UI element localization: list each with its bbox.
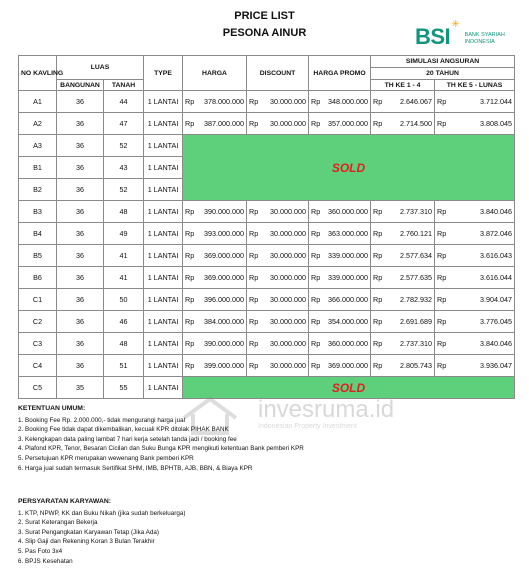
cell-harga-promo — [309, 223, 371, 245]
cell-harga — [183, 223, 247, 245]
cell-th1-value: 2.714.500 — [400, 119, 433, 128]
list-item: 5. Pas Foto 3x4 — [18, 547, 63, 555]
cell-no-kavling: C2 — [19, 311, 57, 333]
cell-th1-value: 2.737.310 — [400, 339, 433, 348]
cell-th1 — [371, 333, 435, 355]
currency-label: Rp — [249, 97, 259, 106]
cell-discount — [247, 245, 309, 267]
currency-label: Rp — [185, 251, 195, 260]
currency-label: Rp — [249, 251, 259, 260]
cell-th2 — [435, 355, 515, 377]
cell-tanah: 51 — [104, 355, 144, 377]
cell-discount-value: 30.000.000 — [270, 251, 307, 260]
cell-harga-value: 390.000.000 — [204, 339, 245, 348]
cell-discount-value: 30.000.000 — [270, 317, 307, 326]
cell-harga — [183, 311, 247, 333]
cell-no-kavling: C3 — [19, 333, 57, 355]
logo-text: BSI — [415, 24, 451, 49]
cell-th2-value: 3.616.043 — [480, 251, 513, 260]
currency-label: Rp — [311, 97, 321, 106]
ketentuan-heading: KETENTUAN UMUM: — [18, 405, 86, 412]
col-discount: DISCOUNT — [247, 56, 309, 91]
col-simulasi: SIMULASI ANGSURAN — [371, 56, 515, 68]
cell-type: 1 LANTAI — [144, 245, 183, 267]
cell-harga-promo-value: 363.000.000 — [328, 229, 369, 238]
cell-harga-promo — [309, 355, 371, 377]
currency-label: Rp — [373, 317, 383, 326]
cell-discount — [247, 355, 309, 377]
cell-type: 1 LANTAI — [144, 355, 183, 377]
cell-type: 1 LANTAI — [144, 289, 183, 311]
currency-label: Rp — [249, 361, 259, 370]
cell-harga-promo-value: 360.000.000 — [328, 339, 369, 348]
currency-label: Rp — [185, 229, 195, 238]
cell-no-kavling: C5 — [19, 377, 57, 399]
col-tanah: TANAH — [104, 80, 144, 91]
cell-bangunan: 36 — [57, 223, 104, 245]
cell-no-kavling: B5 — [19, 245, 57, 267]
cell-th2-value: 3.872.046 — [480, 229, 513, 238]
cell-th1-value: 2.691.689 — [400, 317, 433, 326]
cell-th1-value: 2.646.067 — [400, 97, 433, 106]
table-row — [19, 267, 515, 289]
currency-label: Rp — [437, 119, 447, 128]
cell-th2 — [435, 311, 515, 333]
cell-discount-value: 30.000.000 — [270, 361, 307, 370]
cell-discount — [247, 333, 309, 355]
cell-th1 — [371, 223, 435, 245]
currency-label: Rp — [437, 361, 447, 370]
currency-label: Rp — [437, 251, 447, 260]
cell-type: 1 LANTAI — [144, 201, 183, 223]
logo-subtitle: BANK SYARIAH INDONESIA — [464, 32, 505, 45]
col-tahun: 20 TAHUN — [371, 68, 515, 80]
cell-tanah: 48 — [104, 333, 144, 355]
currency-label: Rp — [437, 97, 447, 106]
cell-type: 1 LANTAI — [144, 91, 183, 113]
table-row — [19, 113, 515, 135]
cell-bangunan: 36 — [57, 355, 104, 377]
cell-bangunan: 36 — [57, 135, 104, 157]
cell-no-kavling: A2 — [19, 113, 57, 135]
cell-harga — [183, 267, 247, 289]
cell-no-kavling: A3 — [19, 135, 57, 157]
currency-label: Rp — [437, 273, 447, 282]
cell-th2-value: 3.936.047 — [480, 361, 513, 370]
cell-th1-value: 2.760.121 — [400, 229, 433, 238]
table-row — [19, 333, 515, 355]
cell-type: 1 LANTAI — [144, 377, 183, 399]
cell-harga — [183, 201, 247, 223]
cell-th2-value: 3.776.045 — [480, 317, 513, 326]
currency-label: Rp — [437, 317, 447, 326]
cell-tanah: 44 — [104, 91, 144, 113]
cell-discount — [247, 201, 309, 223]
col-bangunan: BANGUNAN — [57, 80, 104, 91]
cell-type: 1 LANTAI — [144, 311, 183, 333]
cell-harga-promo-value: 339.000.000 — [328, 251, 369, 260]
cell-discount-value: 30.000.000 — [270, 97, 307, 106]
cell-th1 — [371, 311, 435, 333]
cell-harga-promo — [309, 245, 371, 267]
currency-label: Rp — [311, 317, 321, 326]
table-row — [19, 223, 515, 245]
cell-bangunan: 36 — [57, 201, 104, 223]
cell-bangunan: 36 — [57, 289, 104, 311]
cell-harga-promo-value: 339.000.000 — [328, 273, 369, 282]
cell-type: 1 LANTAI — [144, 113, 183, 135]
currency-label: Rp — [311, 229, 321, 238]
cell-tanah: 47 — [104, 113, 144, 135]
currency-label: Rp — [311, 207, 321, 216]
currency-label: Rp — [249, 273, 259, 282]
project-name: PESONA AINUR — [222, 27, 307, 39]
cell-harga — [183, 333, 247, 355]
cell-harga — [183, 245, 247, 267]
watermark-subtitle: Indonesian Property Investment — [258, 423, 357, 430]
persyaratan-karyawan — [18, 497, 185, 566]
table-row — [19, 311, 515, 333]
cell-bangunan: 36 — [57, 179, 104, 201]
cell-th1 — [371, 201, 435, 223]
sold-badge: SOLD — [183, 377, 515, 399]
col-no-kavling: NO KAVLING — [19, 56, 57, 91]
cell-discount — [247, 311, 309, 333]
cell-discount-value: 30.000.000 — [270, 229, 307, 238]
cell-harga-promo-value: 348.000.000 — [328, 97, 369, 106]
cell-th2-value: 3.840.046 — [480, 207, 513, 216]
list-item: 4. Slip Gaji dan Rekening Koran 3 Bulan Terakhir — [18, 538, 155, 546]
currency-label: Rp — [311, 273, 321, 282]
cell-harga-value: 399.000.000 — [204, 361, 245, 370]
cell-th1 — [371, 289, 435, 311]
cell-th2 — [435, 91, 515, 113]
currency-label: Rp — [437, 207, 447, 216]
table-body — [19, 91, 515, 399]
cell-no-kavling: B6 — [19, 267, 57, 289]
currency-label: Rp — [311, 295, 321, 304]
cell-type: 1 LANTAI — [144, 135, 183, 157]
cell-discount-value: 30.000.000 — [270, 273, 307, 282]
cell-no-kavling: B2 — [19, 179, 57, 201]
cell-harga — [183, 113, 247, 135]
cell-discount — [247, 223, 309, 245]
cell-tanah: 41 — [104, 267, 144, 289]
currency-label: Rp — [249, 207, 259, 216]
cell-bangunan: 36 — [57, 333, 104, 355]
currency-label: Rp — [373, 361, 383, 370]
cell-tanah: 49 — [104, 223, 144, 245]
currency-label: Rp — [185, 339, 195, 348]
cell-harga-value: 387.000.000 — [204, 119, 245, 128]
cell-harga-promo-value: 357.000.000 — [328, 119, 369, 128]
cell-th2-value: 3.616.044 — [480, 273, 513, 282]
cell-th1 — [371, 91, 435, 113]
cell-th1 — [371, 245, 435, 267]
cell-bangunan: 36 — [57, 267, 104, 289]
table-row — [19, 135, 515, 157]
cell-harga-value: 384.000.000 — [204, 317, 245, 326]
cell-discount-value: 30.000.000 — [270, 119, 307, 128]
cell-harga-promo — [309, 113, 371, 135]
table-row — [19, 245, 515, 267]
cell-discount-value: 30.000.000 — [270, 339, 307, 348]
table-row — [19, 91, 515, 113]
cell-harga-value: 369.000.000 — [204, 273, 245, 282]
currency-label: Rp — [437, 339, 447, 348]
cell-th1 — [371, 267, 435, 289]
list-item: 6. Harga jual sudah termasuk Sertifikat SHM, IMB, BPHTB, AJB, BBN, & Biaya KPR — [18, 464, 253, 472]
cell-harga-promo — [309, 201, 371, 223]
list-item: 3. Surat Pengangkatan Karyawan Tetap (Jika Ada) — [18, 528, 159, 536]
col-type: TYPE — [144, 56, 183, 91]
cell-harga-value: 396.000.000 — [204, 295, 245, 304]
page-title: PRICE LIST — [234, 10, 295, 22]
cell-discount — [247, 91, 309, 113]
currency-label: Rp — [185, 97, 195, 106]
cell-th2-value: 3.840.046 — [480, 339, 513, 348]
currency-label: Rp — [249, 119, 259, 128]
currency-label: Rp — [249, 295, 259, 304]
currency-label: Rp — [249, 339, 259, 348]
cell-no-kavling: B3 — [19, 201, 57, 223]
cell-harga-value: 390.000.000 — [204, 207, 245, 216]
list-item: 2. Surat Keterangan Bekerja — [18, 519, 98, 527]
currency-label: Rp — [437, 229, 447, 238]
currency-label: Rp — [185, 119, 195, 128]
col-th2: TH KE 5 - LUNAS — [435, 80, 515, 91]
cell-tanah: 41 — [104, 245, 144, 267]
cell-tanah: 52 — [104, 135, 144, 157]
cell-th1-value: 2.805.743 — [400, 361, 433, 370]
cell-no-kavling: A1 — [19, 91, 57, 113]
cell-harga-promo — [309, 267, 371, 289]
list-item: 1. Booking Fee Rp. 2.000.000,- tidak mengurangi harga jual — [18, 416, 185, 424]
cell-th1 — [371, 113, 435, 135]
currency-label: Rp — [373, 97, 383, 106]
cell-tanah: 46 — [104, 311, 144, 333]
currency-label: Rp — [373, 251, 383, 260]
cell-type: 1 LANTAI — [144, 157, 183, 179]
cell-th1 — [371, 355, 435, 377]
cell-harga-promo-value: 366.000.000 — [328, 295, 369, 304]
table-row — [19, 355, 515, 377]
col-harga: HARGA — [183, 56, 247, 91]
cell-bangunan: 35 — [57, 377, 104, 399]
cell-tanah: 55 — [104, 377, 144, 399]
cell-harga-value: 393.000.000 — [204, 229, 245, 238]
cell-harga-promo — [309, 91, 371, 113]
cell-harga-promo-value: 369.000.000 — [328, 361, 369, 370]
cell-harga-promo — [309, 311, 371, 333]
cell-th1-value: 2.737.310 — [400, 207, 433, 216]
cell-tanah: 43 — [104, 157, 144, 179]
cell-harga-promo — [309, 333, 371, 355]
sold-badge: SOLD — [183, 135, 515, 201]
cell-th2 — [435, 223, 515, 245]
cell-th1-value: 2.577.635 — [400, 273, 433, 282]
table-row — [19, 289, 515, 311]
cell-th2 — [435, 267, 515, 289]
cell-no-kavling: C1 — [19, 289, 57, 311]
currency-label: Rp — [373, 229, 383, 238]
cell-no-kavling: C4 — [19, 355, 57, 377]
currency-label: Rp — [311, 361, 321, 370]
currency-label: Rp — [373, 295, 383, 304]
currency-label: Rp — [185, 273, 195, 282]
cell-bangunan: 36 — [57, 311, 104, 333]
cell-no-kavling: B4 — [19, 223, 57, 245]
bsi-logo — [415, 19, 505, 49]
cell-th2 — [435, 333, 515, 355]
cell-bangunan: 36 — [57, 157, 104, 179]
currency-label: Rp — [373, 119, 383, 128]
currency-label: Rp — [373, 273, 383, 282]
col-luas: LUAS — [57, 56, 144, 80]
cell-type: 1 LANTAI — [144, 333, 183, 355]
cell-type: 1 LANTAI — [144, 179, 183, 201]
cell-harga — [183, 91, 247, 113]
price-table — [18, 55, 515, 399]
currency-label: Rp — [185, 295, 195, 304]
list-item: 3. Kelengkapan data paling lambat 7 hari kerja setelah tanda jadi / booking fee — [18, 435, 237, 443]
cell-discount — [247, 267, 309, 289]
cell-harga-value: 378.000.000 — [204, 97, 245, 106]
currency-label: Rp — [311, 119, 321, 128]
currency-label: Rp — [311, 339, 321, 348]
cell-discount-value: 30.000.000 — [270, 207, 307, 216]
cell-bangunan: 36 — [57, 91, 104, 113]
cell-tanah: 52 — [104, 179, 144, 201]
list-item: 1. KTP, NPWP, KK dan Buku Nikah (jika sudah berkeluarga) — [18, 509, 186, 517]
list-item: 4. Plafond KPR, Tenor, Besaran Cicilan dan Suku Bunga KPR mengikuti ketentuan Bank pemberi KPR — [18, 445, 304, 453]
persyaratan-heading: PERSYARATAN KARYAWAN: — [18, 498, 112, 505]
currency-label: Rp — [373, 339, 383, 348]
cell-th1-value: 2.577.634 — [400, 251, 433, 260]
cell-harga — [183, 289, 247, 311]
cell-harga-promo-value: 354.000.000 — [328, 317, 369, 326]
cell-th2-value: 3.808.045 — [480, 119, 513, 128]
currency-label: Rp — [249, 229, 259, 238]
table-row — [19, 201, 515, 223]
currency-label: Rp — [373, 207, 383, 216]
currency-label: Rp — [185, 317, 195, 326]
cell-harga — [183, 355, 247, 377]
cell-discount — [247, 113, 309, 135]
cell-bangunan: 36 — [57, 113, 104, 135]
cell-th1-value: 2.782.932 — [400, 295, 433, 304]
list-item: 6. BPJS Kesehatan — [18, 557, 73, 565]
cell-th2 — [435, 245, 515, 267]
cell-type: 1 LANTAI — [144, 267, 183, 289]
star-icon: ✳ — [451, 19, 460, 30]
currency-label: Rp — [185, 361, 195, 370]
cell-no-kavling: B1 — [19, 157, 57, 179]
cell-discount-value: 30.000.000 — [270, 295, 307, 304]
cell-th2-value: 3.904.047 — [480, 295, 513, 304]
currency-label: Rp — [249, 317, 259, 326]
currency-label: Rp — [185, 207, 195, 216]
cell-th2 — [435, 113, 515, 135]
cell-tanah: 48 — [104, 201, 144, 223]
watermark-text: invesruma.id — [258, 396, 395, 423]
ketentuan-umum — [18, 404, 304, 473]
cell-type: 1 LANTAI — [144, 223, 183, 245]
cell-bangunan: 36 — [57, 245, 104, 267]
currency-label: Rp — [437, 295, 447, 304]
list-item: 5. Persetujuan KPR merupakan wewenang Bank pemberi KPR — [18, 454, 194, 462]
currency-label: Rp — [311, 251, 321, 260]
col-th1: TH KE 1 - 4 — [371, 80, 435, 91]
cell-th2 — [435, 289, 515, 311]
list-item: 2. Booking Fee tidak dapat dikembalikan, kecuali KPR ditolak PIHAK BANK — [18, 426, 229, 434]
cell-tanah: 50 — [104, 289, 144, 311]
cell-harga-promo — [309, 289, 371, 311]
col-harga-promo: HARGA PROMO — [309, 56, 371, 91]
cell-th2-value: 3.712.044 — [480, 97, 513, 106]
cell-discount — [247, 289, 309, 311]
cell-harga-promo-value: 360.000.000 — [328, 207, 369, 216]
cell-harga-value: 369.000.000 — [204, 251, 245, 260]
cell-th2 — [435, 201, 515, 223]
